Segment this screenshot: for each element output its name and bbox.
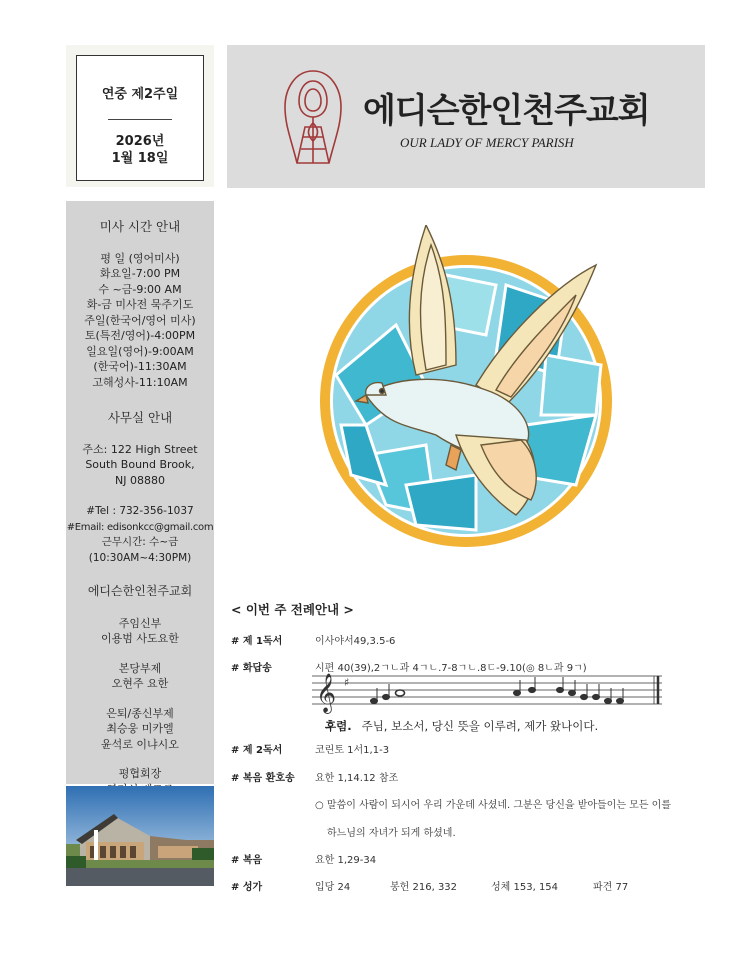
gospel-acclamation: 요한 1,14.12 참조 (315, 773, 399, 784)
date-divider (108, 119, 172, 120)
address-line: NJ 08880 (115, 473, 165, 487)
mass-line: 토(특전/영어)-4:00PM (84, 329, 196, 342)
hymn-entrance: 입당 24 (315, 882, 351, 893)
mass-line: 화요일-7:00 PM (99, 267, 181, 280)
staff-group (66, 661, 214, 692)
date-panel (66, 45, 214, 187)
staff-name: 이용범 사도요한 (101, 632, 179, 645)
header-banner (227, 45, 705, 188)
refrain-text: 주님, 보소서, 당신 뜻을 이루려, 제가 왔나이다. (361, 719, 599, 733)
psalm: 시편 40(39),2ㄱㄴ과 4ㄱㄴ.7-8ㄱㄴ.8ㄷ-9.10(◎ 8ㄴ과 9ㄱ) (315, 663, 587, 674)
gospel-label: # 복음 (231, 855, 263, 866)
hymns-label: # 성가 (231, 882, 263, 893)
church-logo-icon (277, 67, 349, 167)
staff-role: 평협회장 (118, 767, 162, 780)
hymn-recessional: 파견 77 (593, 882, 629, 893)
mass-line: (한국어)-11:30AM (93, 360, 187, 373)
psalm-label: # 화답송 (231, 663, 272, 674)
music-staff-icon (312, 668, 662, 714)
office-contact (66, 504, 214, 566)
staff-group (66, 616, 214, 647)
office-hours: (10:30AM~4:30PM) (88, 551, 192, 564)
first-reading-label: # 제 1독서 (231, 636, 283, 647)
gospel-acclamation-text: ○ 말씀이 사람이 되시어 우리 가운데 사셨네. 그분은 당신을 받아들이는 모든 이를 (315, 800, 671, 811)
second-reading-label: # 제 2독서 (231, 745, 283, 756)
sidebar (66, 201, 214, 784)
liturgical-week: 연중 제2주일 (101, 87, 179, 102)
mass-times-title: 미사 시간 안내 (99, 219, 181, 234)
mass-line: 평 일 (영어미사) (100, 251, 180, 265)
phone: #Tel : 732-356-1037 (86, 505, 194, 517)
church-building-photo-icon (66, 786, 214, 886)
refrain-label: 후렴. (325, 719, 352, 733)
parish-name-english: OUR LADY OF MERCY PARISH (400, 135, 574, 150)
office-title: 사무실 안내 (107, 410, 173, 425)
svg-text:𝄞: 𝄞 (316, 673, 337, 713)
church-staff-title: 에디슨한인천주교회 (87, 584, 193, 598)
staff-group (66, 706, 214, 753)
first-reading: 이사야서49,3.5-6 (315, 636, 396, 647)
office-hours-label: 근무시간: 수~금 (101, 536, 179, 548)
staff-role: 주임신부 (118, 616, 162, 630)
gospel-acclamation-label: # 복음 환호송 (231, 773, 295, 784)
mass-line: 화-금 미사전 묵주기도 (86, 298, 194, 311)
date-day: 1월 18일 (111, 151, 169, 166)
hymn-communion: 성체 153, 154 (491, 882, 559, 893)
gospel-acclamation-text: 하느님의 자녀가 되게 하셨네. (327, 828, 456, 839)
psalm-refrain (325, 718, 598, 734)
dove-stained-glass-icon (306, 225, 626, 570)
date-year: 2026년 (115, 134, 165, 149)
liturgy-heading: < 이번 주 전례안내 > (231, 602, 354, 617)
mass-times-list (66, 251, 214, 391)
office-address (66, 442, 214, 489)
address-line: 주소: 122 High Street (82, 442, 198, 456)
mass-line: 주일(한국어/영어 미사) (84, 313, 196, 327)
mass-line: 수 ~금-9:00 AM (98, 282, 182, 296)
staff-name: 오현주 요한 (111, 677, 169, 690)
staff-role: 은퇴/종신부제 (106, 706, 174, 720)
hymn-offertory: 봉헌 216, 332 (390, 882, 458, 893)
church-name-korean: 에디슨한인천주교회 (363, 91, 650, 131)
mass-line: 고해성사-11:10AM (92, 375, 188, 389)
mass-line: 일요일(영어)-9:00AM (86, 344, 194, 358)
second-reading: 코린토 1서1,1-3 (315, 745, 390, 756)
staff-name: 최승웅 미카엘 (106, 722, 174, 735)
staff-role: 본당부제 (118, 661, 162, 675)
svg-text:♯: ♯ (344, 676, 350, 689)
address-line: South Bound Brook, (85, 458, 195, 471)
date-box (76, 55, 204, 181)
staff-name: 윤석로 이냐시오 (101, 737, 179, 751)
gospel: 요한 1,29-34 (315, 855, 377, 866)
email: #Email: edisonkcc@gmail.com (66, 521, 214, 533)
